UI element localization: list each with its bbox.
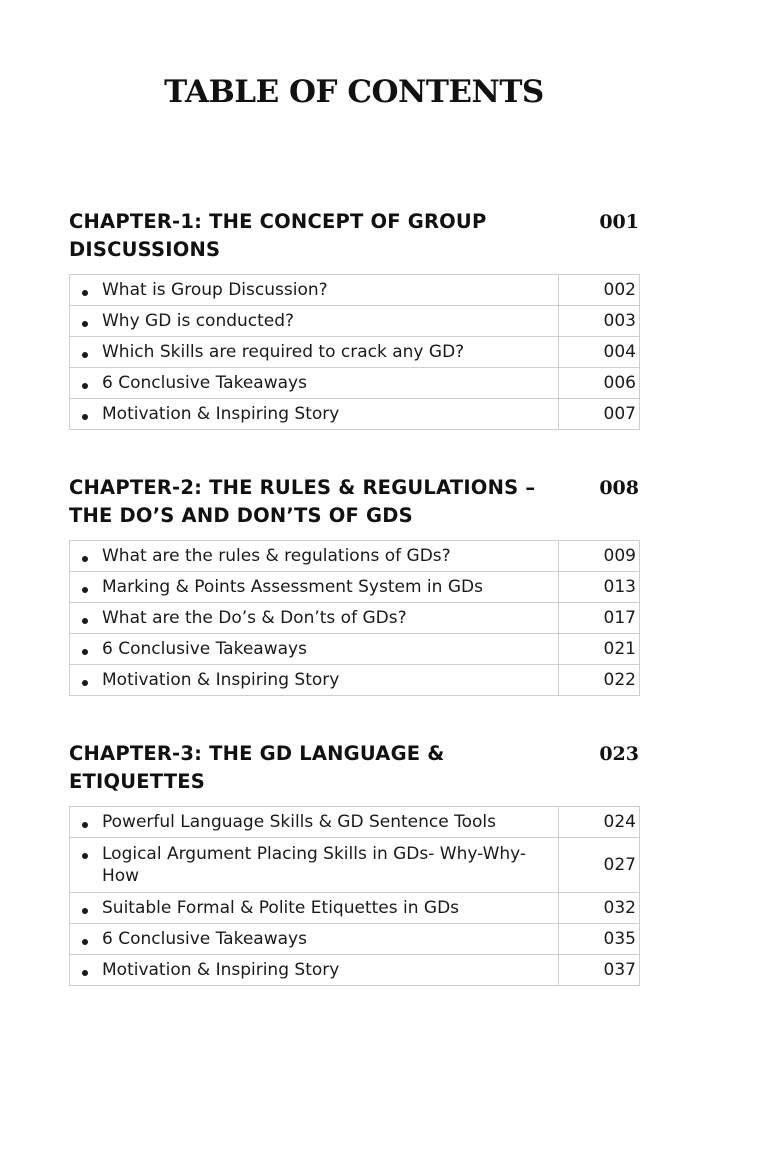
table-row[interactable] — [70, 838, 640, 893]
chapter-title: CHAPTER-3: THE GD LANGUAGE & ETIQUETTES — [69, 742, 445, 793]
toc-item-page: 017 — [559, 603, 640, 634]
toc-item-page: 003 — [559, 306, 640, 337]
toc-item-page: 022 — [559, 665, 640, 696]
toc-item-label: 6 Conclusive Takeaways — [70, 924, 559, 955]
toc-item-page: 035 — [559, 924, 640, 955]
toc-item-label: Marking & Points Assessment System in GDs — [70, 572, 559, 603]
toc-item-page: 037 — [559, 955, 640, 986]
toc-item-page: 002 — [559, 275, 640, 306]
toc-item-label: Suitable Formal & Polite Etiquettes in GDs — [70, 893, 559, 924]
chapter-title: CHAPTER-2: THE RULES & REGULATIONS – THE DO’S AND DON’TS OF GDS — [69, 476, 536, 527]
chapter-page-number: 008 — [599, 477, 639, 499]
toc-item-label: 6 Conclusive Takeaways — [70, 634, 559, 665]
toc-item-page: 013 — [559, 572, 640, 603]
table-row[interactable] — [70, 807, 640, 838]
table-row[interactable] — [70, 955, 640, 986]
table-row[interactable] — [70, 306, 640, 337]
toc-item-label: Logical Argument Placing Skills in GDs- Why-Why-How — [70, 838, 559, 893]
toc-item-page: 021 — [559, 634, 640, 665]
table-row[interactable] — [70, 368, 640, 399]
toc-item-label: Motivation & Inspiring Story — [70, 665, 559, 696]
toc-item-label: What are the rules & regulations of GDs? — [70, 541, 559, 572]
table-row[interactable] — [70, 665, 640, 696]
chapter-3-section — [69, 740, 639, 986]
toc-item-page: 027 — [559, 838, 640, 893]
toc-item-label: Motivation & Inspiring Story — [70, 955, 559, 986]
table-row[interactable] — [70, 337, 640, 368]
chapter-1-section — [69, 208, 639, 430]
table-row[interactable] — [70, 893, 640, 924]
toc-item-label: Powerful Language Skills & GD Sentence Tools — [70, 807, 559, 838]
chapter-title: CHAPTER-1: THE CONCEPT OF GROUP DISCUSSIONS — [69, 210, 487, 261]
toc-item-label: What is Group Discussion? — [70, 275, 559, 306]
chapter-1-toc-table — [69, 274, 640, 430]
table-row[interactable] — [70, 634, 640, 665]
chapter-3-toc-table — [69, 806, 640, 986]
toc-item-page: 007 — [559, 399, 640, 430]
table-row[interactable] — [70, 603, 640, 634]
page-title: TABLE OF CONTENTS — [164, 74, 544, 110]
toc-item-label: What are the Do’s & Don’ts of GDs? — [70, 603, 559, 634]
toc-item-label: Why GD is conducted? — [70, 306, 559, 337]
toc-item-label: Which Skills are required to crack any GD? — [70, 337, 559, 368]
toc-item-page: 032 — [559, 893, 640, 924]
toc-item-page: 024 — [559, 807, 640, 838]
chapter-2-toc-table — [69, 540, 640, 696]
table-row[interactable] — [70, 399, 640, 430]
toc-item-page: 006 — [559, 368, 640, 399]
chapter-page-number: 001 — [599, 211, 639, 233]
toc-item-page: 009 — [559, 541, 640, 572]
toc-item-label: Motivation & Inspiring Story — [70, 399, 559, 430]
toc-item-page: 004 — [559, 337, 640, 368]
chapter-page-number: 023 — [599, 743, 639, 765]
chapter-header — [69, 474, 639, 540]
table-row[interactable] — [70, 924, 640, 955]
chapter-header — [69, 740, 639, 806]
chapter-2-section — [69, 474, 639, 696]
table-row[interactable] — [70, 275, 640, 306]
table-row[interactable] — [70, 541, 640, 572]
chapter-header — [69, 208, 639, 274]
toc-item-label: 6 Conclusive Takeaways — [70, 368, 559, 399]
table-row[interactable] — [70, 572, 640, 603]
